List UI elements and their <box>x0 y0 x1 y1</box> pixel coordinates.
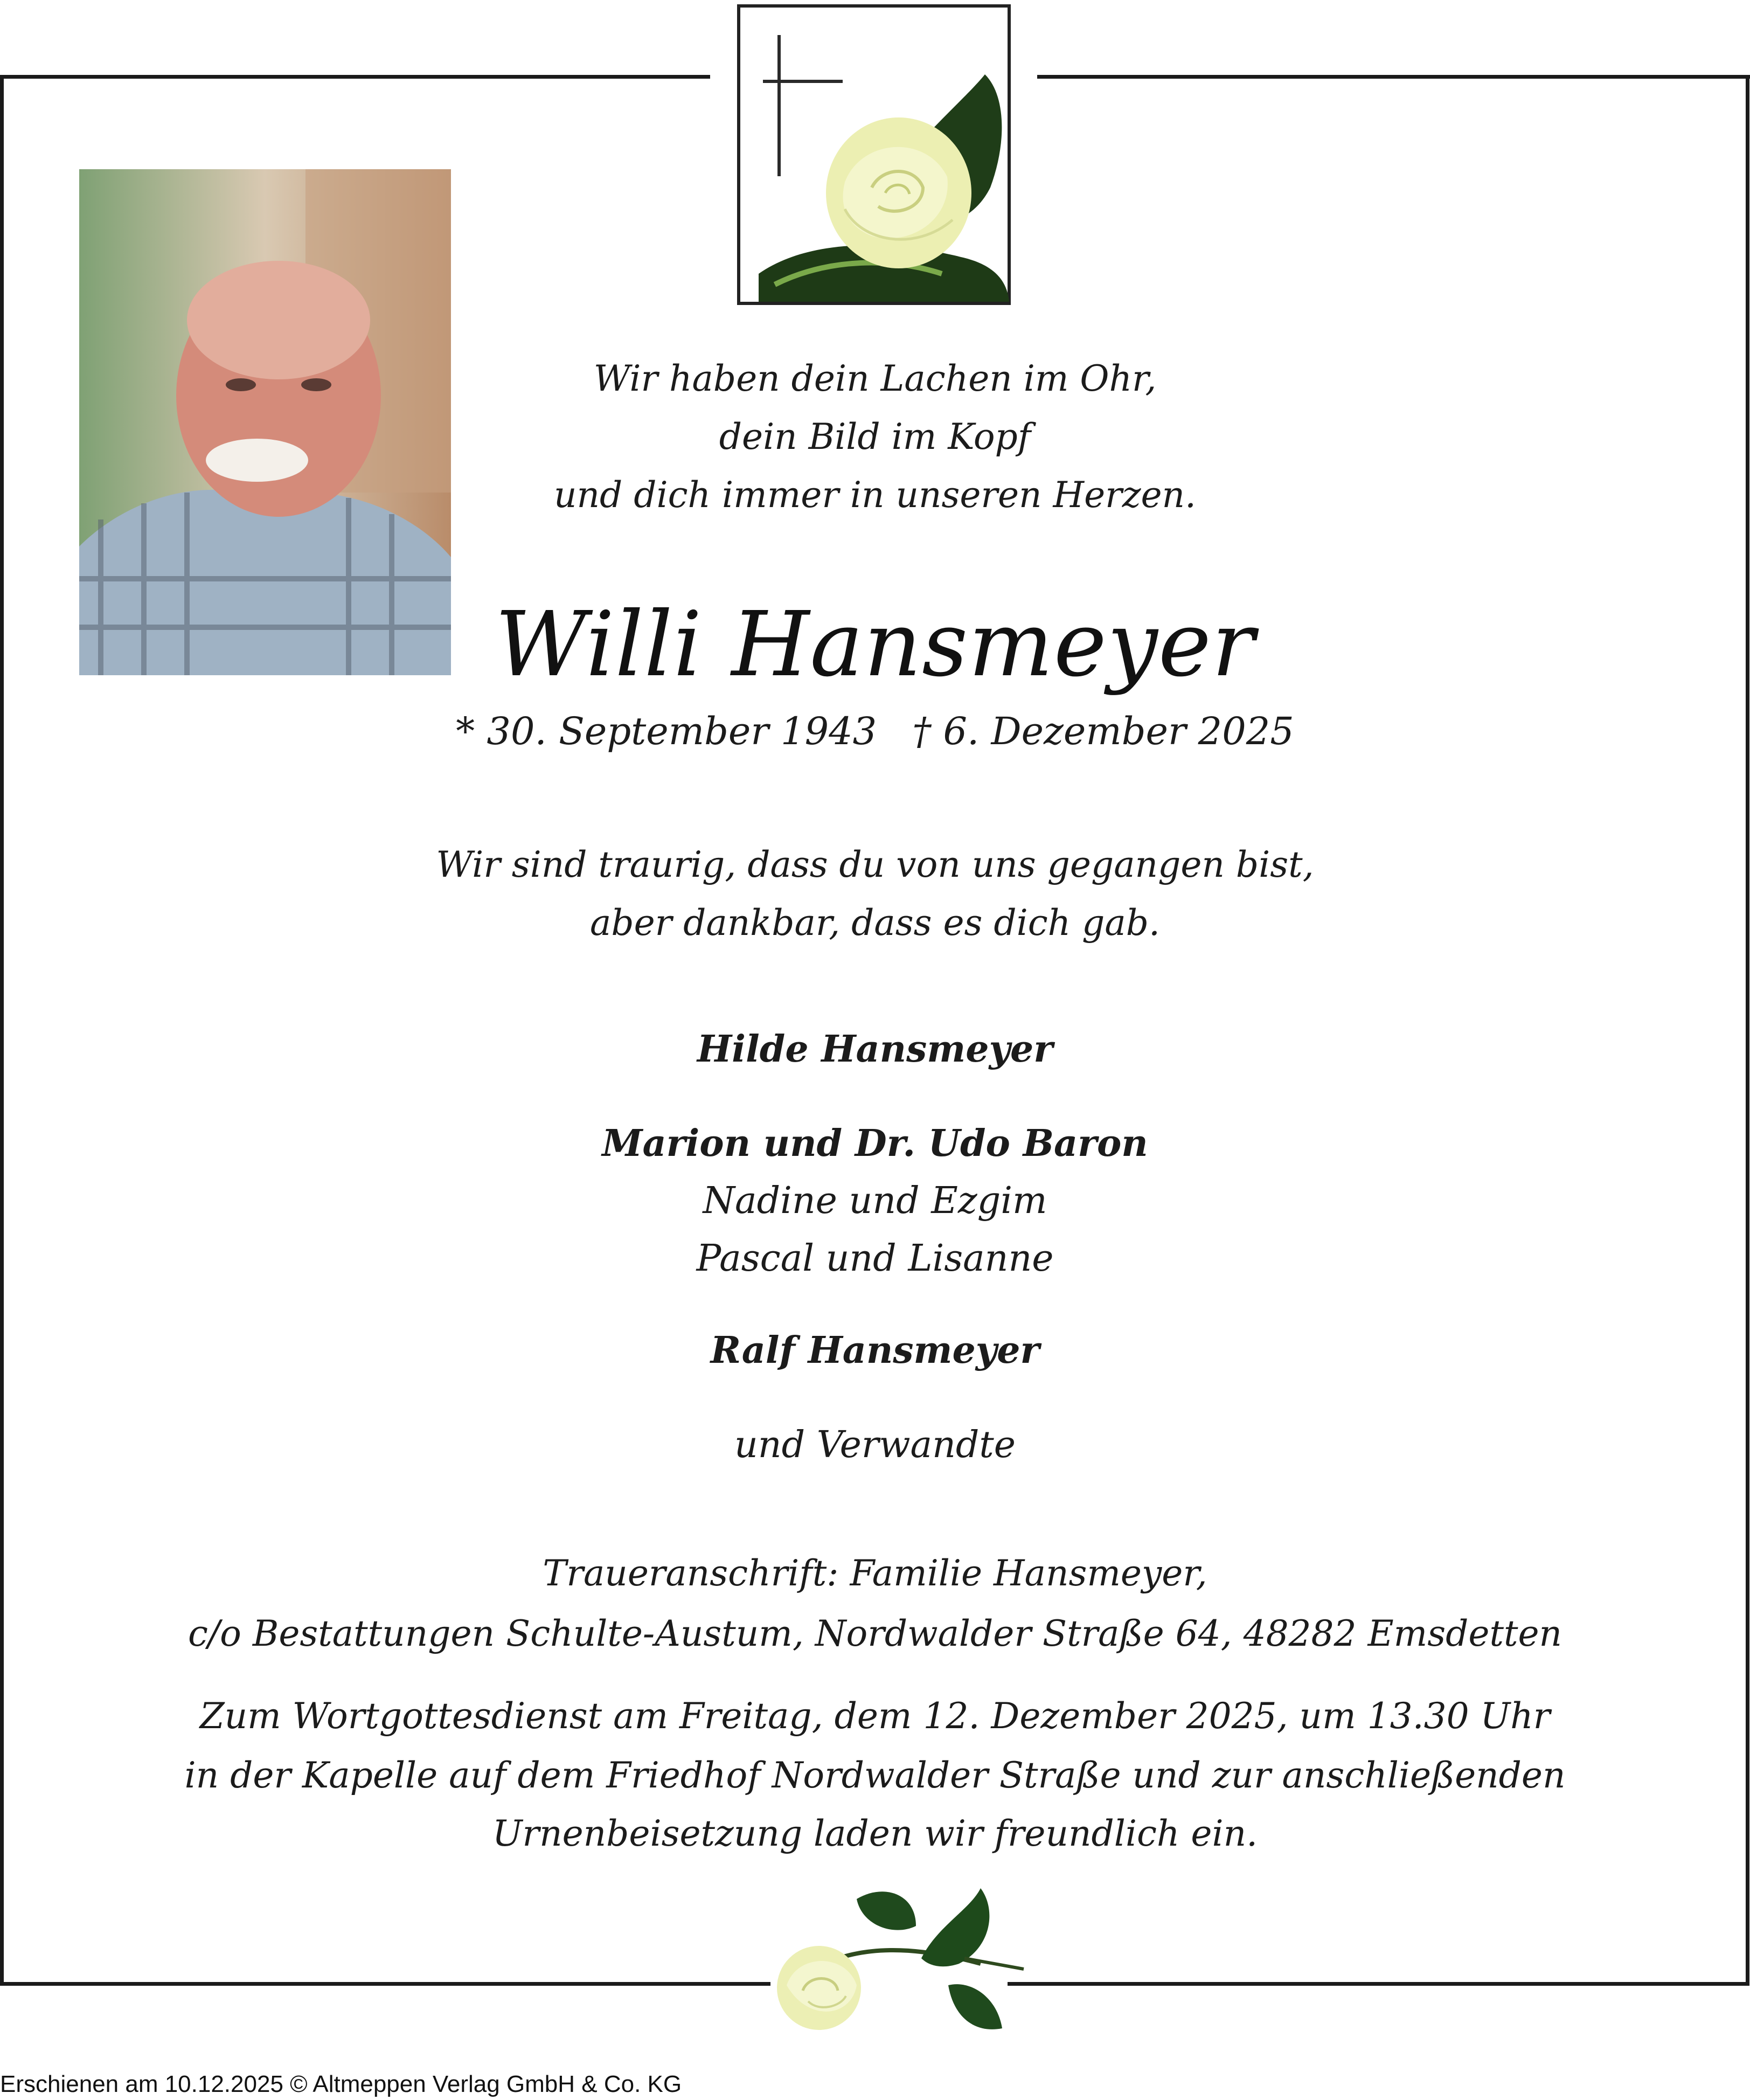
frame-bottom-right <box>1008 1982 1749 1986</box>
birth-date: * 30. September 1943 <box>456 709 877 753</box>
mourner-relatives: und Verwandte <box>734 1424 1016 1466</box>
frame-bottom-left <box>0 1982 770 1986</box>
verse-middle-1: Wir sind traurig, dass du von uns gegangen bist, <box>436 844 1314 885</box>
mourner-grandchildren-2: Pascal und Lisanne <box>696 1237 1054 1280</box>
mourner-spouse: Hilde Hansmeyer <box>697 1028 1053 1071</box>
address-line-1: Traueranschrift: Familie Hansmeyer, <box>543 1553 1207 1594</box>
mourner-grandchildren-1: Nadine und Ezgim <box>703 1180 1047 1222</box>
deceased-name: Willi Hansmeyer <box>495 593 1255 697</box>
service-line-2: in der Kapelle auf dem Friedhof Nordwalder Straße und zur anschließenden <box>184 1755 1566 1796</box>
service-line-3: Urnenbeisetzung laden wir freundlich ein. <box>492 1813 1258 1854</box>
verse-line-3: und dich immer in unseren Herzen. <box>553 474 1197 516</box>
mourner-family-2: Ralf Hansmeyer <box>710 1329 1040 1372</box>
verse-line-2: dein Bild im Kopf <box>719 416 1031 458</box>
life-dates <box>0 709 1750 753</box>
cross-icon <box>777 35 781 176</box>
publication-footer: Erschienen am 10.12.2025 © Altmeppen Verlag GmbH & Co. KG <box>0 2071 682 2097</box>
verse-middle-2: aber dankbar, dass es dich gab. <box>590 902 1160 944</box>
frame-top-left <box>0 75 710 79</box>
service-line-1: Zum Wortgottesdienst am Freitag, dem 12. Dezember 2025, um 13.30 Uhr <box>199 1695 1551 1737</box>
mourner-family-1: Marion und Dr. Udo Baron <box>602 1122 1148 1165</box>
address-line-2: c/o Bestattungen Schulte-Austum, Nordwalder Straße 64, 48282 Emsdetten <box>188 1613 1563 1654</box>
cross-rose-emblem <box>737 4 1011 305</box>
frame-top-right <box>1037 75 1750 79</box>
rose-icon <box>776 1877 1029 2039</box>
verse-line-1: Wir haben dein Lachen im Ohr, <box>593 358 1157 399</box>
death-date: † 6. Dezember 2025 <box>912 709 1294 753</box>
